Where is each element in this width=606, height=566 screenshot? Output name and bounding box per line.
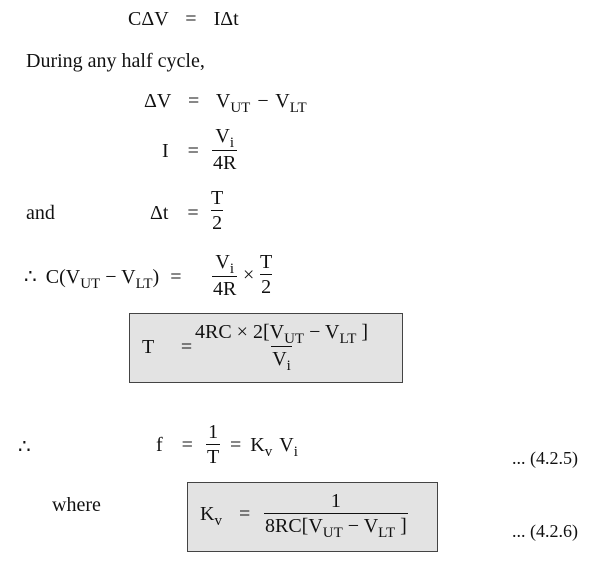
fraction-denominator: 4R bbox=[213, 152, 237, 174]
subscript-ut: UT bbox=[230, 100, 251, 116]
fraction-vi-over-4r bbox=[212, 124, 237, 175]
equals-sign: = bbox=[180, 336, 193, 358]
minus-sign: − bbox=[257, 90, 269, 112]
fraction-vi-over-4r bbox=[212, 250, 237, 301]
equals-sign: = bbox=[181, 434, 193, 456]
fraction-denominator: $V_i$ bbox=[272, 348, 291, 374]
eq-lhs: f bbox=[156, 434, 163, 456]
boxed-period-formula bbox=[129, 313, 403, 383]
equation-time-lhs bbox=[150, 202, 199, 225]
eq-rhs: IΔt bbox=[213, 8, 239, 30]
boxed-kv-formula bbox=[187, 482, 438, 552]
voltage-symbol: V bbox=[215, 90, 231, 112]
equals-sign: = bbox=[187, 202, 199, 224]
subscript-lt: LT bbox=[135, 276, 153, 292]
equation-charge bbox=[128, 8, 239, 31]
equation-combined-lhs: ∴ $C(V_{UT} - V_{LT})$ = bbox=[24, 266, 182, 292]
equals-sign: = bbox=[185, 8, 197, 30]
equation-delta-v bbox=[144, 90, 307, 116]
equals-sign: = bbox=[230, 434, 242, 456]
eq-lhs-t: T = bbox=[142, 336, 193, 358]
equation-ref: ... (4.2.6) bbox=[512, 521, 578, 541]
equals-sign: = bbox=[187, 90, 200, 112]
fraction-numerator: $V_i$ bbox=[215, 125, 234, 151]
equation-freq-lhs bbox=[156, 434, 193, 457]
equals-sign: = bbox=[170, 266, 182, 288]
fraction-numerator: T bbox=[211, 187, 224, 209]
fraction-denominator: 2 bbox=[212, 212, 223, 234]
eq-lhs: ΔV bbox=[144, 90, 171, 112]
subscript-lt: LT bbox=[289, 100, 307, 116]
eq-lhs: I bbox=[162, 140, 169, 162]
eq-lhs: Δt bbox=[150, 202, 169, 224]
times-sign: × bbox=[243, 264, 255, 286]
fraction-denominator: 4R bbox=[213, 278, 237, 300]
fraction-denominator: $8RC[V_{UT} - V_{LT}$ ] bbox=[265, 515, 407, 541]
fraction-t-over-2 bbox=[259, 250, 273, 299]
fraction-t-over-2 bbox=[210, 186, 224, 235]
fraction-period bbox=[194, 320, 369, 373]
fraction-one-over-t bbox=[206, 420, 220, 469]
fraction-numerator: $4RC \times 2[V_{UT} - V_{LT}$ ] bbox=[195, 321, 369, 347]
equals-sign: = bbox=[238, 503, 251, 525]
subscript-ut: UT bbox=[80, 276, 101, 292]
voltage-symbol: V bbox=[275, 90, 290, 112]
fraction-numerator: 1 bbox=[208, 421, 219, 443]
equation-freq-rhs: = $K_v$ $V_i$ bbox=[230, 434, 298, 460]
therefore-symbol: ∴ bbox=[18, 436, 31, 458]
eq-lhs: CΔV bbox=[128, 8, 169, 30]
eq-lhs-kv: $K_v$ = bbox=[200, 503, 251, 529]
therefore-symbol: ∴ bbox=[24, 266, 37, 288]
where-label: where bbox=[52, 494, 101, 516]
fraction-kv bbox=[264, 489, 408, 540]
equation-ref: ... (4.2.5) bbox=[512, 448, 578, 468]
and-label: and bbox=[26, 202, 55, 224]
equals-sign: = bbox=[187, 140, 199, 162]
fraction-denominator: T bbox=[207, 446, 220, 468]
equation-current-lhs bbox=[162, 140, 199, 163]
fraction-numerator: 1 bbox=[330, 490, 341, 512]
fraction-numerator: T bbox=[260, 251, 273, 273]
fraction-denominator: 2 bbox=[261, 276, 272, 298]
fraction-numerator: $V_i$ bbox=[215, 251, 234, 277]
intro-text: During any half cycle, bbox=[26, 50, 205, 72]
